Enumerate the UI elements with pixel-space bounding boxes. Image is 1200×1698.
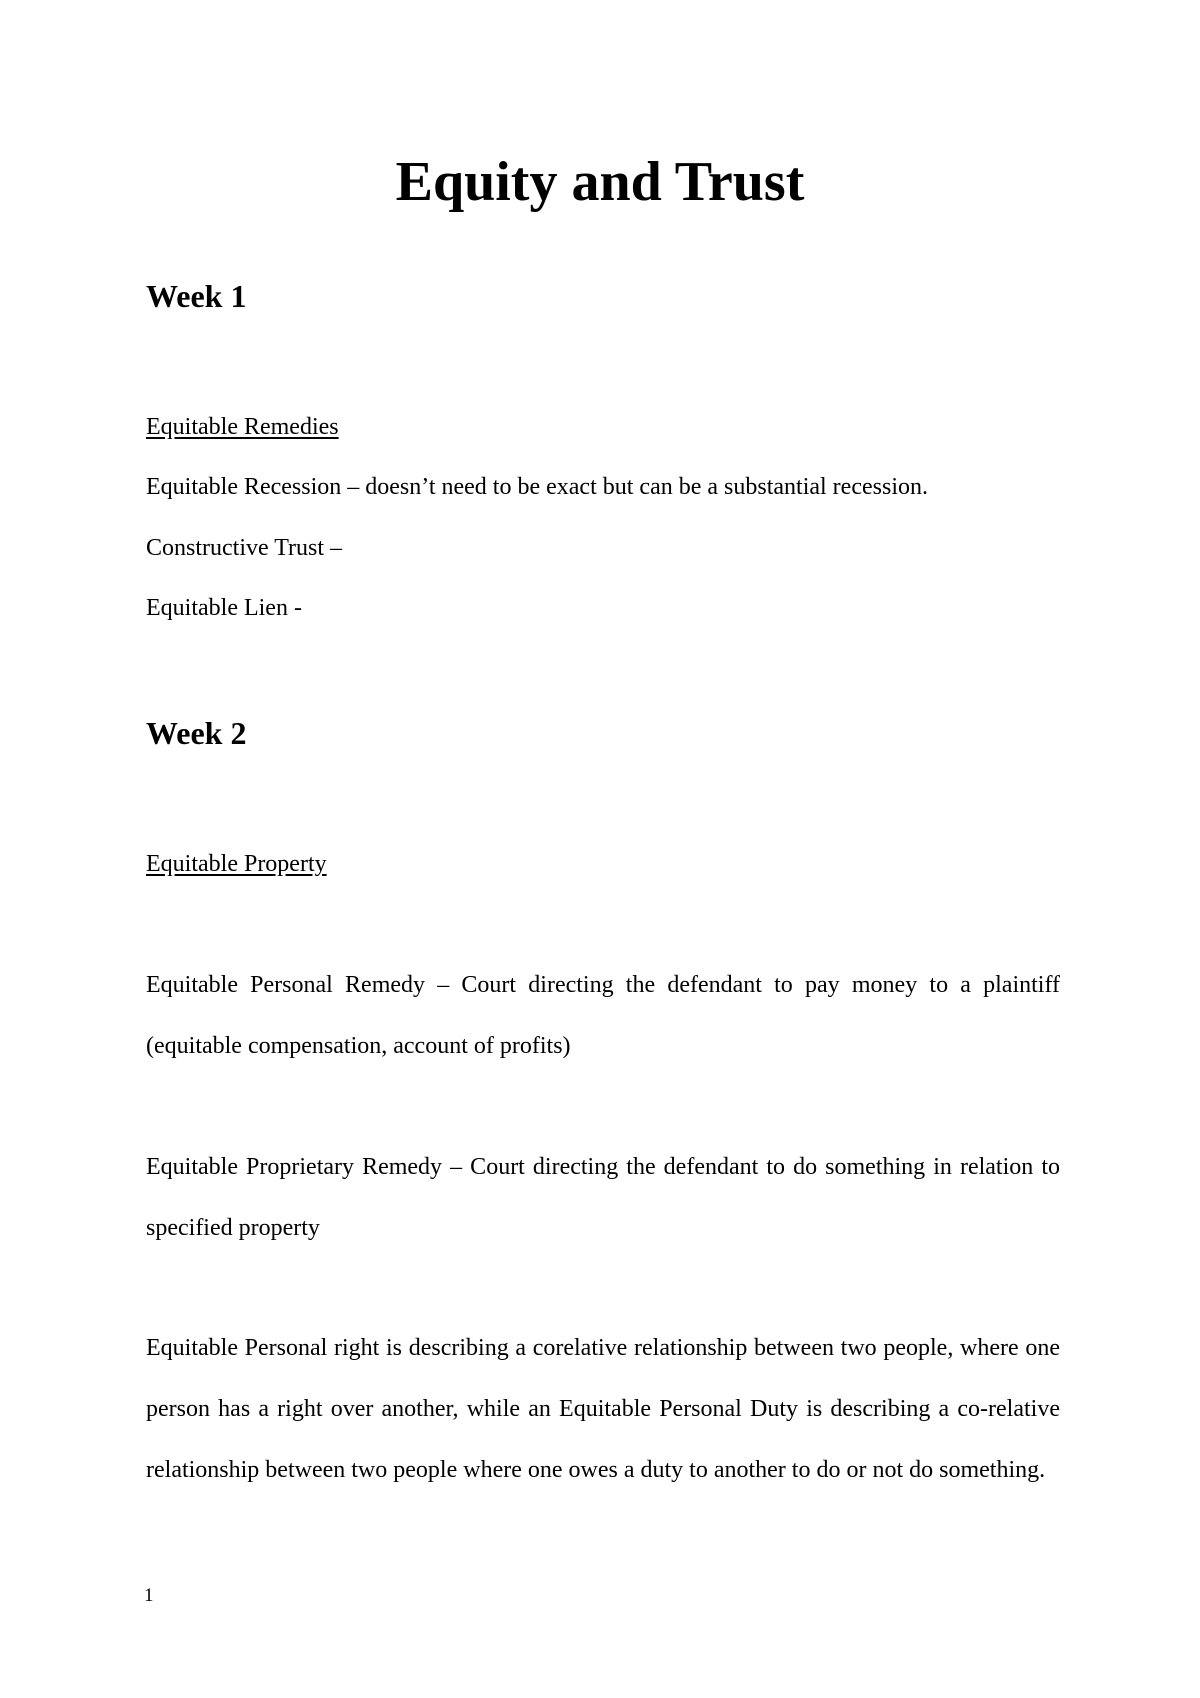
constructive-trust-line: Constructive Trust – [146, 535, 343, 561]
equitable-lien-line: Equitable Lien - [146, 595, 302, 621]
personal-remedy-paragraph: Equitable Personal Remedy – Court directing the defendant to pay money to a plaintiff (equitable compensation, account of profits) [146, 972, 1060, 1059]
equitable-property-heading: Equitable Property [146, 851, 327, 877]
personal-right-paragraph: Equitable Personal right is describing a corelative relationship between two people, where one person has a right over another, while an Equitable Personal Duty is describing a co-relative relationship between two people where one owes a duty to another to do or not do something. [146, 1335, 1060, 1483]
week-2-heading: Week 2 [146, 715, 247, 751]
equitable-remedies-heading: Equitable Remedies [146, 414, 339, 440]
proprietary-remedy-paragraph: Equitable Proprietary Remedy – Court directing the defendant to do something in relation to specified property [146, 1154, 1060, 1241]
equitable-recession-line: Equitable Recession – doesn’t need to be exact but can be a substantial recession. [146, 474, 928, 500]
page-number: 1 [144, 1585, 154, 1606]
week-1-heading: Week 1 [146, 278, 247, 314]
document-title: Equity and Trust [395, 151, 805, 213]
